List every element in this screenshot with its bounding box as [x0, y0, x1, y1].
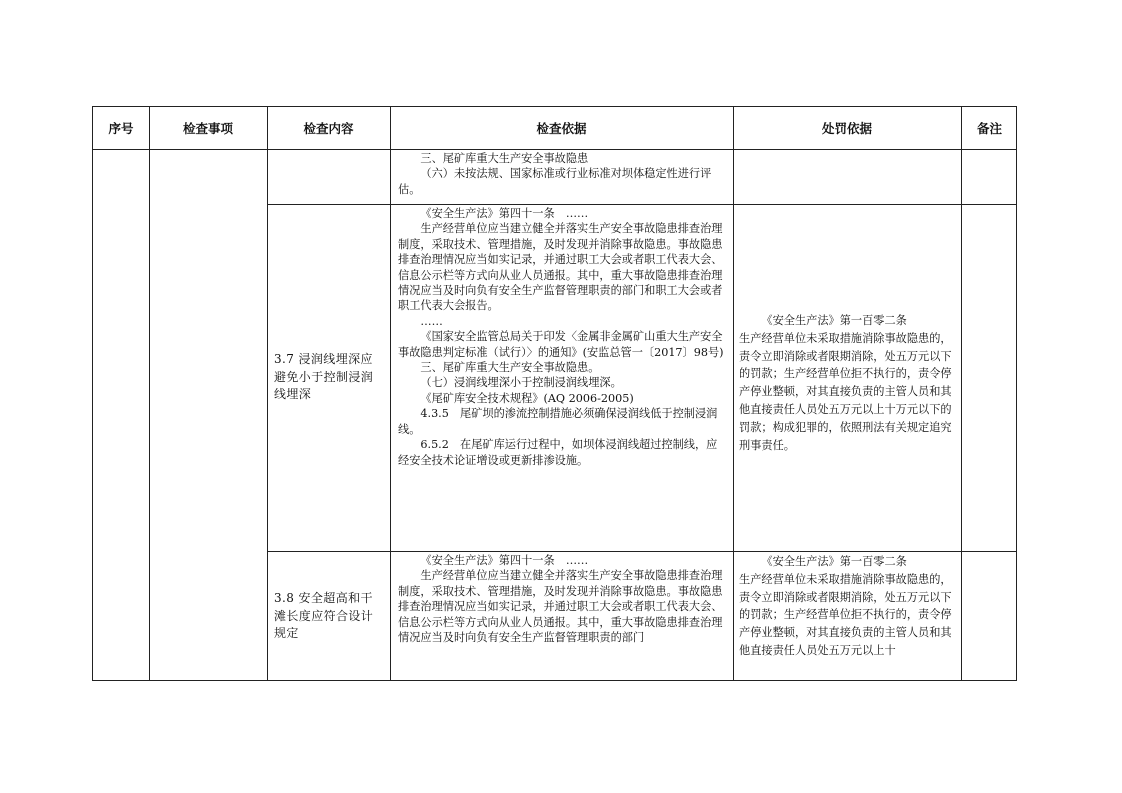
col-divider: [733, 107, 734, 680]
basis-paragraph: 《国家安全监管总局关于印发〈金属非金属矿山重大生产安全事故隐患判定标准（试行）〉的通知》(安监总管一〔2017〕98号): [398, 330, 724, 359]
check-content-text: 3.7 浸润线埋深应避免小于控制浸润线埋深: [274, 352, 374, 402]
penalty-cell: [739, 312, 955, 472]
check-content-text: 3.8 安全超高和干滩长度应符合设计规定: [274, 591, 374, 641]
row-divider: [267, 551, 1016, 552]
basis-paragraph: 4.3.5 尾矿坝的渗流控制措施必须确保浸润线低于控制浸润线。: [398, 407, 718, 436]
header-index: 序号: [108, 121, 134, 136]
col-divider: [149, 107, 150, 680]
penalty-paragraph: 生产经营单位未采取措施消除事故隐患的，责令立即消除或者限期消除，处五万元以下的罚款；生产经营单位拒不执行的，责令停产停业整顿，对其直接负责的主管人员和其他直接责任人员处五万元以上十: [739, 572, 952, 657]
row-divider: [267, 204, 1016, 205]
basis-cell: [398, 206, 727, 550]
basis-paragraph: 三、尾矿库重大生产安全事故隐患: [420, 152, 589, 165]
basis-paragraph: 三、尾矿库重大生产安全事故隐患。: [420, 361, 600, 375]
header-content: 检查内容: [303, 121, 354, 136]
basis-paragraph: （七）浸润线埋深小于控制浸润线埋深。: [420, 376, 622, 390]
col-divider: [961, 107, 962, 680]
basis-paragraph: 《尾矿库安全技术规程》(AQ 2006-2005): [420, 391, 634, 405]
basis-cell: [398, 151, 727, 203]
header-basis: 检查依据: [536, 121, 587, 136]
penalty-paragraph: 《安全生产法》第一百零二条: [761, 555, 907, 568]
col-divider: [390, 107, 391, 680]
basis-paragraph: 6.5.2 在尾矿库运行过程中，如坝体浸润线超过控制线，应经安全技术论证增设或更新排渗设施。: [398, 438, 718, 467]
header-penalty: 处罚依据: [821, 121, 872, 136]
penalty-paragraph: 生产经营单位未采取措施消除事故隐患的，责令立即消除或者限期消除，处五万元以下的罚款；生产经营单位拒不执行的，责令停产停业整顿，对其直接负责的主管人员和其他直接责任人员处五万元以上十万元以下的罚款；构成犯罪的，依照刑法有关规定追究刑事责任。: [739, 331, 952, 452]
basis-paragraph: （六）未按法规、国家标准或行业标准对坝体稳定性进行评估。: [398, 167, 712, 196]
content-cell: [274, 553, 384, 680]
penalty-cell: [739, 553, 955, 680]
penalty-paragraph: 《安全生产法》第一百零二条: [761, 314, 907, 327]
header-item: 检查事项: [182, 121, 233, 136]
content-cell: [274, 206, 384, 549]
basis-paragraph: 生产经营单位应当建立健全并落实生产安全事故隐患排查治理制度，采取技术、管理措施，及时发现并消除事故隐患。事故隐患排查治理情况应当如实记录，并通过职工大会或者职工代表大会、信息公示栏等方式向从业人员通报。其中，重大事故隐患排查治理情况应当及时向负有安全生产监督管理职责的部门和职工大会或者职工代表大会报告。: [398, 222, 723, 313]
inspection-table: [92, 106, 1017, 681]
basis-paragraph: 《安全生产法》第四十一条 ……: [420, 207, 589, 220]
basis-paragraph: ……: [420, 314, 443, 328]
basis-paragraph: 生产经营单位应当建立健全并落实生产安全事故隐患排查治理制度，采取技术、管理措施，及时发现并消除事故隐患。事故隐患排查治理情况应当如实记录，并通过职工大会或者职工代表大会、信息公示栏等方式向从业人员通报。其中，重大事故隐患排查治理情况应当及时向负有安全生产监督管理职责的部门: [398, 569, 723, 645]
basis-paragraph: 《安全生产法》第四十一条 ……: [420, 554, 589, 567]
col-divider: [267, 107, 268, 680]
header-divider: [93, 149, 1016, 150]
basis-cell: [398, 553, 727, 680]
header-note: 备注: [976, 121, 1002, 136]
